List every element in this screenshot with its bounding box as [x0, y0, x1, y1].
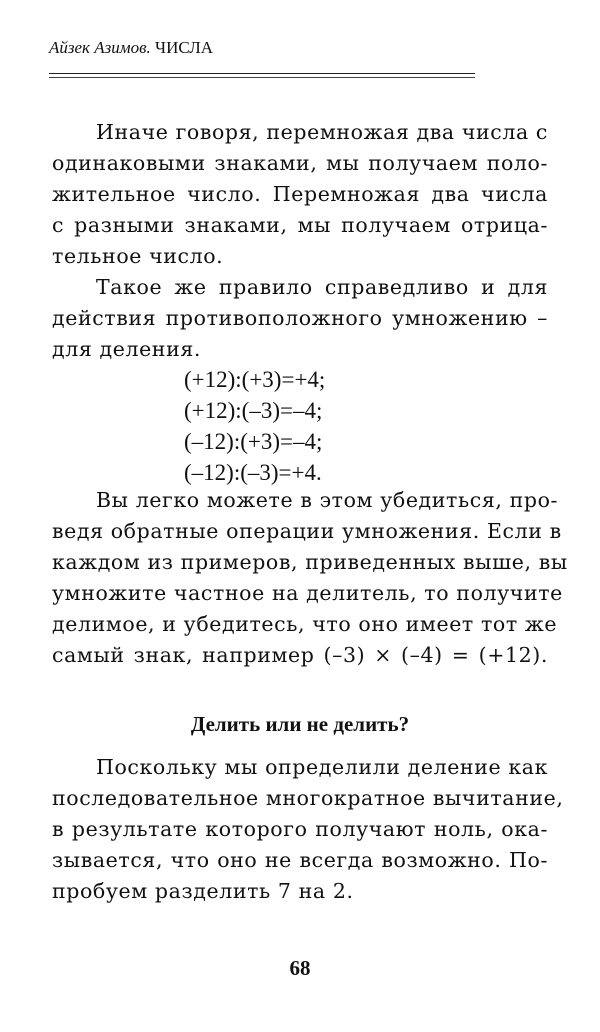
formula-3: (–12):(+3)=–4;	[184, 429, 323, 454]
paragraph-2	[52, 272, 548, 365]
formula-2: (+12):(–3)=–4;	[184, 398, 323, 423]
text-line: одинаковыми знаками, мы получаем поло-	[52, 151, 548, 175]
text-line: в результате которого получают ноль, ока-	[52, 817, 548, 841]
header-rule-top	[49, 73, 475, 74]
text-line: с разными знаками, мы получаем отрица-	[52, 213, 548, 237]
text-line: самый знак, например (–3) × (–4) = (+12).	[52, 643, 548, 667]
paragraph-4	[52, 752, 564, 907]
header-author: Айзек Азимов.	[49, 38, 151, 57]
header-rule-bottom	[49, 77, 475, 78]
text-line: делимое, и убедитесь, что оно имеет тот же	[52, 612, 558, 636]
text-line: умножите частное на делитель, то получите	[52, 581, 563, 605]
text-line: Иначе говоря, перемножая два числа с	[96, 120, 548, 144]
formula-4: (–12):(–3)=+4.	[184, 460, 322, 485]
text-line: жительное число. Перемножая два числа	[52, 182, 548, 206]
running-header	[49, 38, 213, 58]
section-heading: Делить или не делить?	[190, 712, 410, 736]
text-line: последовательное многократное вычитание,	[52, 786, 564, 810]
text-line: зывается, что оно не всегда возможно. По-	[52, 848, 548, 872]
page-number: 68	[289, 956, 311, 980]
text-line: Поскольку мы определили деление как	[96, 755, 548, 779]
text-line: Такое же правило справедливо и для	[96, 275, 548, 299]
paragraph-3	[52, 485, 568, 671]
text-line: для деления.	[52, 337, 201, 361]
text-line: ведя обратные операции умножения. Если в	[52, 519, 562, 543]
text-line: тельное число.	[52, 244, 224, 268]
text-line: пробуем разделить 7 на 2.	[52, 879, 354, 903]
text-line: действия противоположного умножению –	[52, 306, 548, 330]
header-title: ЧИСЛА	[155, 38, 214, 57]
formula-1: (+12):(+3)=+4;	[184, 367, 326, 392]
text-line: Вы легко можете в этом убедиться, про-	[96, 488, 559, 512]
paragraph-1	[52, 117, 548, 272]
text-line: каждом из примеров, приведенных выше, вы	[52, 550, 568, 574]
